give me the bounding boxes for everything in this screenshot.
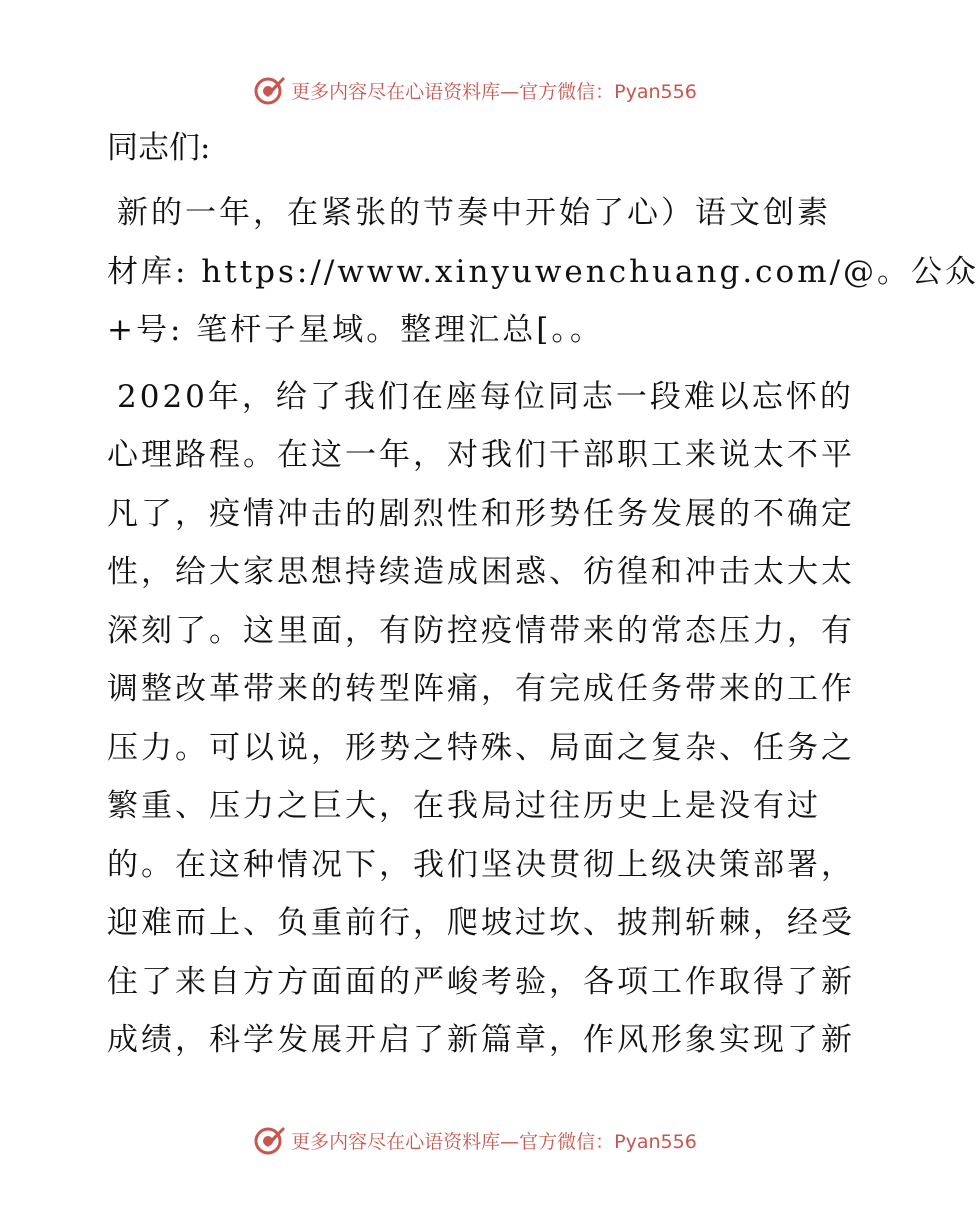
paragraph-line: 新的一年，在紧张的节奏中开始了心）语文创素: [117, 195, 831, 231]
paragraph-line: 性，给大家思想持续造成困惑、彷徨和冲击太大太: [107, 554, 855, 590]
header-watermark: [0, 70, 950, 110]
paragraph-line: 2020年，给了我们在座每位同志一段难以忘怀的: [117, 378, 854, 415]
paragraph-line: 迎难而上、负重前行，爬坡过坎、披荆斩棘，经受: [107, 905, 855, 941]
quill-logo-icon: [253, 1123, 287, 1157]
paragraph-2: [97, 368, 857, 1070]
paragraph-line: 的。在这种情况下，我们坚决贯彻上级决策部署，: [107, 846, 855, 883]
paragraph-line: 压力。可以说，形势之特殊、局面之复杂、任务之: [107, 729, 855, 766]
paragraph-line: 住了来自方方面面的严峻考验，各项工作取得了新: [107, 963, 855, 1000]
greeting: 同志们:: [107, 130, 211, 166]
watermark-text: 更多内容尽在心语资料库—官方微信：Pyan556: [291, 80, 697, 103]
paragraph-line: 成绩，科学发展开启了新篇章，作风形象实现了新: [107, 1022, 855, 1058]
paragraph-line: 心理路程。在这一年，对我们干部职工来说太不平: [107, 437, 855, 473]
paragraph-line: 凡了，疫情冲击的剧烈性和形势任务发展的不确定: [107, 495, 855, 532]
quill-logo-icon: [253, 73, 287, 107]
paragraph-1: [97, 184, 979, 360]
paragraph-line: 繁重、压力之巨大，在我局过往历史上是没有过: [107, 788, 821, 824]
paragraph-line: +号: 笔杆子星域。整理汇总[。。: [107, 312, 604, 348]
document-body: [97, 122, 979, 1078]
watermark-text: 更多内容尽在心语资料库—官方微信：Pyan556: [291, 1130, 697, 1153]
paragraph-line: 深刻了。这里面，有防控疫情带来的常态压力，有: [107, 612, 855, 649]
footer-watermark: [0, 1120, 950, 1160]
paragraph-line: 材库: https://www.xinyuwenchuang.com/@。公众: [107, 253, 979, 290]
paragraph-line: 调整改革带来的转型阵痛，有完成任务带来的工作: [107, 671, 855, 707]
